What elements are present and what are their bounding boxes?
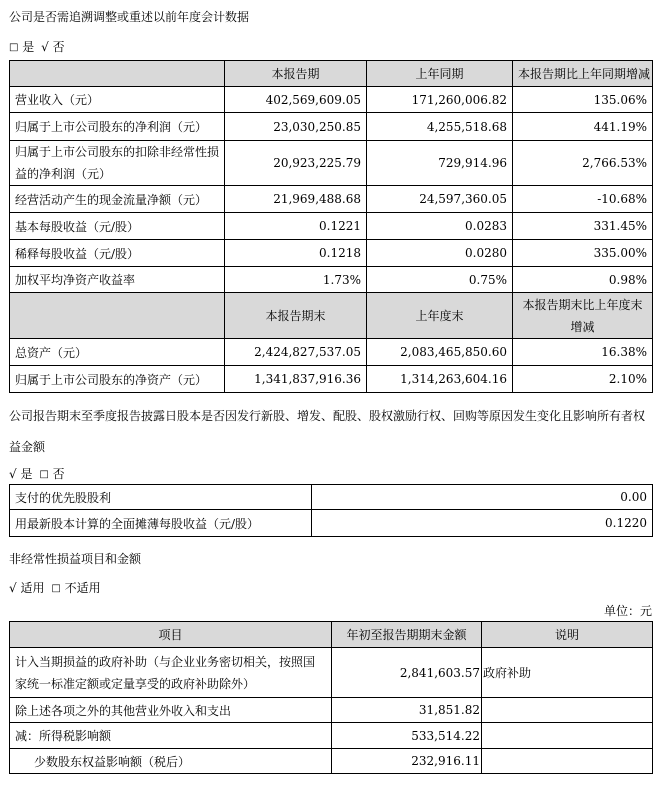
nonrecurring-options	[9, 579, 101, 596]
amount-value: 232,916.11	[332, 749, 482, 774]
row-label: 减：所得税影响额	[10, 723, 332, 749]
table-header-row	[10, 61, 653, 87]
change-value: 16.38%	[513, 339, 653, 366]
header-cell: 本报告期比上年同期增减	[513, 61, 653, 87]
current-value: 0.1221	[225, 213, 367, 240]
table-row	[10, 339, 653, 366]
unit-label: 单位：元	[603, 604, 652, 618]
prior-value: 0.75%	[367, 267, 513, 293]
header-cell: 上年同期	[367, 61, 513, 87]
change-value: 441.19%	[513, 113, 653, 141]
prior-value: 24,597,360.05	[367, 186, 513, 213]
row-label: 加权平均净资产收益率	[10, 267, 225, 293]
row-value: 0.00	[312, 485, 653, 510]
current-value: 402,569,609.05	[225, 87, 367, 113]
header-cell: 本报告期末	[225, 293, 367, 339]
amount-value: 533,514.22	[332, 723, 482, 749]
prior-value: 1,314,263,604.16	[367, 366, 513, 393]
prior-value: 0.0280	[367, 240, 513, 267]
header-cell	[10, 61, 225, 87]
note-value	[482, 723, 653, 749]
preferred-dividend-table	[9, 484, 653, 537]
option-not-applicable-label: 不适用	[64, 581, 101, 595]
row-label: 经营活动产生的现金流量净额（元）	[10, 186, 225, 213]
prior-value: 171,260,006.82	[367, 87, 513, 113]
option-no-label: 否	[52, 40, 65, 54]
section-title-restatement: 公司是否需追溯调整或重述以前年度会计数据	[9, 10, 250, 24]
current-value: 20,923,225.79	[225, 141, 367, 186]
share-change-options	[9, 465, 65, 482]
option-no-label: 否	[52, 467, 65, 481]
row-label: 归属于上市公司股东的净利润（元）	[10, 113, 225, 141]
row-label: 营业收入（元）	[10, 87, 225, 113]
current-value: 0.1218	[225, 240, 367, 267]
table-row	[10, 113, 653, 141]
change-value: 335.00%	[513, 240, 653, 267]
nonrecurring-items-table	[9, 621, 653, 774]
table-row	[10, 723, 653, 749]
note-value	[482, 698, 653, 723]
current-value: 21,969,488.68	[225, 186, 367, 213]
current-value: 23,030,250.85	[225, 113, 367, 141]
prior-value: 4,255,518.68	[367, 113, 513, 141]
prior-value: 729,914.96	[367, 141, 513, 186]
unchecked-box-icon: □	[51, 583, 61, 594]
row-label: 总资产（元）	[10, 339, 225, 366]
row-label: 支付的优先股股利	[10, 485, 312, 510]
unchecked-box-icon: □	[39, 469, 49, 480]
checkmark-icon: √	[9, 581, 17, 595]
table-row	[10, 366, 653, 393]
table-row	[10, 240, 653, 267]
key-financial-data-table	[9, 60, 653, 393]
row-label: 用最新股本计算的全面摊薄每股收益（元/股）	[10, 510, 312, 537]
row-label: 计入当期损益的政府补助（与企业业务密切相关，按照国家统一标准定额或定量享受的政府补助除外）	[10, 648, 332, 698]
table-row	[10, 648, 653, 698]
table-row	[10, 510, 653, 537]
table-row	[10, 213, 653, 240]
table-row	[10, 485, 653, 510]
unchecked-box-icon: □	[9, 42, 19, 53]
note-value	[482, 749, 653, 774]
table-row	[10, 698, 653, 723]
amount-value: 31,851.82	[332, 698, 482, 723]
header-cell: 说明	[482, 622, 653, 648]
change-value: 0.98%	[513, 267, 653, 293]
table-row	[10, 749, 653, 774]
row-label: 基本每股收益（元/股）	[10, 213, 225, 240]
table-row	[10, 87, 653, 113]
table-header-row	[10, 293, 653, 339]
table-row	[10, 141, 653, 186]
row-label: 稀释每股收益（元/股）	[10, 240, 225, 267]
row-label: 归属于上市公司股东的扣除非经常性损益的净利润（元）	[10, 141, 225, 186]
current-value: 1,341,837,916.36	[225, 366, 367, 393]
row-value: 0.1220	[312, 510, 653, 537]
change-value: 135.06%	[513, 87, 653, 113]
amount-value: 2,841,603.57	[332, 648, 482, 698]
checkmark-icon: √	[9, 467, 17, 481]
change-value: -10.68%	[513, 186, 653, 213]
option-yes-label: 是	[22, 40, 35, 54]
current-value: 1.73%	[225, 267, 367, 293]
change-value: 2,766.53%	[513, 141, 653, 186]
current-value: 2,424,827,537.05	[225, 339, 367, 366]
row-label: 少数股东权益影响额（税后）	[10, 749, 332, 774]
table-header-row	[10, 622, 653, 648]
option-applicable-label: 适用	[20, 581, 45, 595]
prior-value: 0.0283	[367, 213, 513, 240]
header-cell: 上年度末	[367, 293, 513, 339]
header-cell: 年初至报告期期末金额	[332, 622, 482, 648]
prior-value: 2,083,465,850.60	[367, 339, 513, 366]
header-cell: 项目	[10, 622, 332, 648]
checkmark-icon: √	[41, 40, 49, 54]
change-value: 2.10%	[513, 366, 653, 393]
header-cell: 本报告期末比上年度末增减	[513, 293, 653, 339]
change-value: 331.45%	[513, 213, 653, 240]
header-cell	[10, 293, 225, 339]
option-yes-label: 是	[20, 467, 33, 481]
restatement-options	[9, 38, 65, 55]
table-row	[10, 186, 653, 213]
header-cell: 本报告期	[225, 61, 367, 87]
table-row	[10, 267, 653, 293]
share-change-text: 公司报告期末至季度报告披露日股本是否因发行新股、增发、配股、股权激励行权、回购等原因发生变化且影响所有者权益金额	[9, 409, 646, 454]
row-label: 归属于上市公司股东的净资产（元）	[10, 366, 225, 393]
row-label: 除上述各项之外的其他营业外收入和支出	[10, 698, 332, 723]
note-value: 政府补助	[482, 648, 653, 698]
nonrecurring-title: 非经常性损益项目和金额	[9, 552, 142, 566]
